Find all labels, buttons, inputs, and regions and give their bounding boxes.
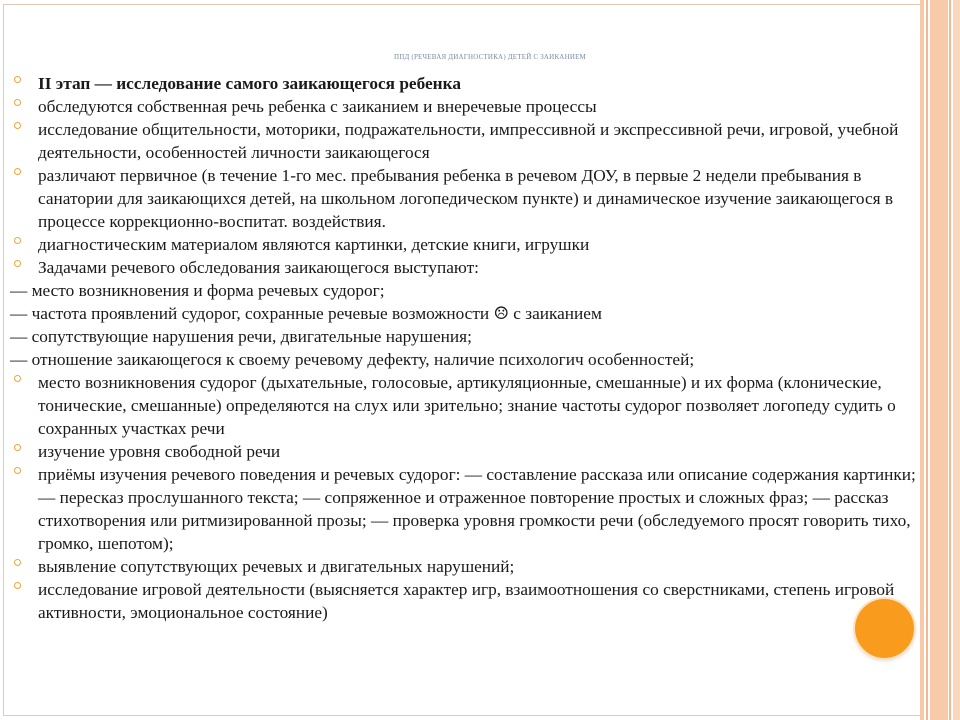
list-item	[10, 95, 920, 118]
dash-item: — частота проявлений судорог, сохранные речевые возможности ☹ с заиканием	[10, 304, 602, 323]
list-item	[10, 118, 920, 164]
circle-bullet-icon	[14, 467, 21, 474]
list-item	[10, 371, 920, 440]
list-item	[10, 164, 920, 233]
dash-item: — отношение заикающегося к своему речевому дефекту, наличие психологич особенностей;	[10, 350, 695, 369]
list-item	[10, 578, 920, 624]
circle-bullet-icon	[14, 582, 21, 589]
list-item-text: исследование игровой деятельности (выясняется характер игр, взаимоотношения со сверстниками, степень игровой активности, эмоциональное состояние)	[38, 580, 895, 622]
list-item-text: различают первичное (в течение 1-го мес. пребывания ребенка в речевом ДОУ, в первые 2 недели пребывания в санатории для заикающихся детей, на школьном логопедическом пункте) и динамическое изучение заикающегося в процессе коррекционно-воспитат. воздействия.	[38, 166, 894, 231]
list-item-text: обследуются собственная речь ребенка с заиканием и внеречевые процессы	[38, 97, 597, 116]
circle-bullet-icon	[14, 99, 21, 106]
circle-bullet-icon	[14, 444, 21, 451]
content-list	[10, 72, 920, 624]
circle-bullet-icon	[14, 260, 21, 267]
circle-bullet-icon	[14, 237, 21, 244]
list-item	[10, 233, 920, 256]
dash-item: — сопутствующие нарушения речи, двигательные нарушения;	[10, 327, 472, 346]
dash-item: — место возникновения и форма речевых судорог;	[10, 281, 385, 300]
stripe	[926, 0, 928, 720]
list-item-text: изучение уровня свободной речи	[38, 442, 281, 461]
list-item	[10, 256, 920, 279]
stripe	[953, 0, 960, 720]
circle-bullet-icon	[14, 375, 21, 382]
list-item-text: приёмы изучения речевого поведения и речевых судорог: — составление рассказа или описание содержания картинки; — пересказ прослушанного текста; — сопряженное и отраженное повторение простых и сложных фраз; — рассказ стихотворения или ритмизированной прозы; — проверка уровня громкости речи (обследуемого просят говорить тихо, громко, шепотом);	[38, 465, 916, 553]
list-item-text: исследование общительности, моторики, подражательности, импрессивной и экспрессивной речи, игровой, учебной деятельности, особенностей личности заикающегося	[38, 120, 899, 162]
list-item-text: диагностическим материалом являются картинки, детские книги, игрушки	[38, 235, 590, 254]
list-item-text: место возникновения судорог (дыхательные, голосовые, артикуляционные, смешанные) и их форма (клонические, тонические, смешанные) определяются на слух или зрительно; знание частоты судорог позволяет логопеду судить о сохранных участках речи	[38, 373, 896, 438]
list-item-text: Задачами речевого обследования заикающегося выступают:	[38, 258, 479, 277]
stripe	[949, 0, 951, 720]
circle-bullet-icon	[14, 559, 21, 566]
list-item-text: выявление сопутствующих речевых и двигательных нарушений;	[38, 557, 515, 576]
decorative-stripes	[920, 0, 960, 720]
circle-bullet-icon	[14, 168, 21, 175]
slide-title: ППД (РЕЧЕВАЯ ДИАГНОСТИКА) ДЕТЕЙ С ЗАИКАНИЕМ	[394, 53, 586, 61]
list-item	[10, 72, 920, 95]
stripe	[920, 0, 924, 720]
circle-bullet-icon	[14, 122, 21, 129]
stripe	[930, 0, 948, 720]
list-item	[10, 440, 920, 463]
list-item	[10, 555, 920, 578]
list-item-text: II этап — исследование самого заикающегося ребенка	[38, 74, 461, 93]
list-item	[10, 463, 920, 555]
decorative-orange-circle	[855, 599, 914, 658]
circle-bullet-icon	[14, 76, 21, 83]
